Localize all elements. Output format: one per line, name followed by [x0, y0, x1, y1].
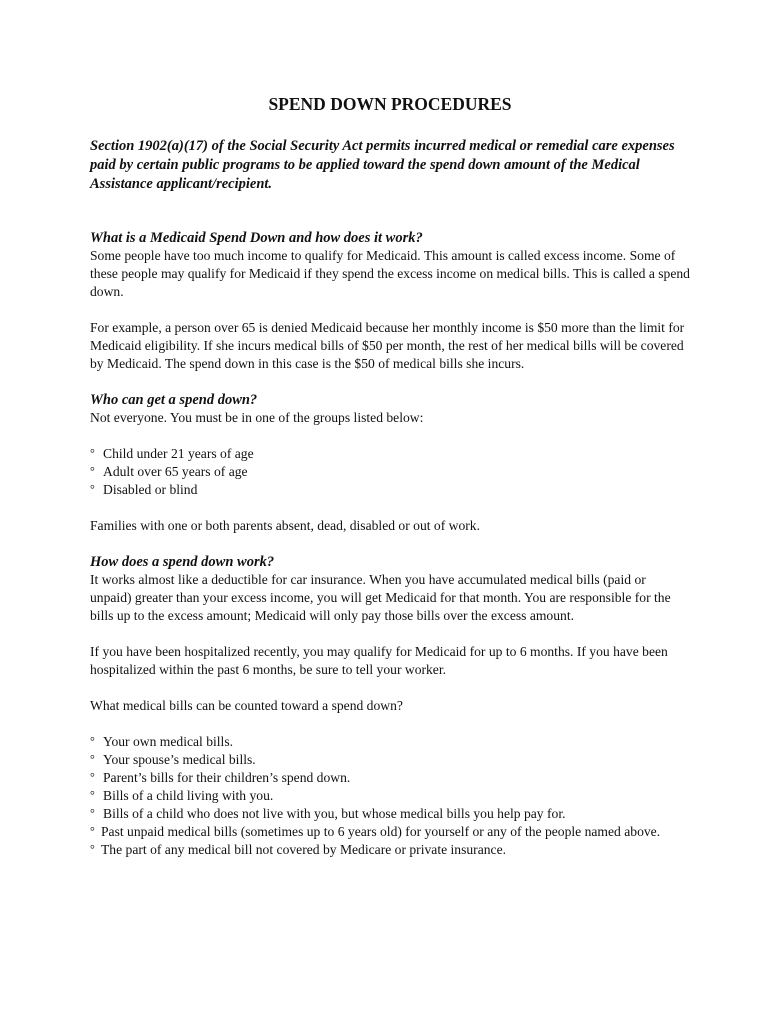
- paragraph: For example, a person over 65 is denied Medicaid because her monthly income is $50 more than the limit for Medicaid eligibility. If she incurs medical bills of $50 per month, the rest of her medical bills will be covered by Medicaid. The spend down in this case is the $50 of medical bills she incurs.: [90, 320, 685, 371]
- paragraph: Families with one or both parents absent, dead, disabled or out of work.: [90, 518, 480, 533]
- list-item: ° Parent’s bills for their children’s spend down.: [90, 770, 351, 785]
- paragraph: Not everyone. You must be in one of the groups listed below:: [90, 410, 424, 425]
- list-item: ° Disabled or blind: [90, 482, 198, 497]
- bullet-icon: °: [90, 806, 95, 820]
- list-item: ° Bills of a child who does not live with you, but whose medical bills you help pay for.: [90, 806, 566, 821]
- list-item: ° Child under 21 years of age: [90, 446, 254, 461]
- bullet-icon: °: [90, 734, 95, 748]
- section-heading-what-is-spend-down: What is a Medicaid Spend Down and how does it work?: [90, 230, 423, 246]
- section-heading-who-can-get: Who can get a spend down?: [90, 392, 258, 408]
- bullet-icon: °: [90, 788, 95, 802]
- eligibility-list: [90, 445, 690, 499]
- list-item: ° Past unpaid medical bills (sometimes up to 6 years old) for yourself or any of the people named above.: [90, 824, 661, 839]
- document-title: SPEND DOWN PROCEDURES: [268, 94, 512, 114]
- bullet-icon: °: [90, 770, 95, 784]
- countable-bills-list: [90, 733, 690, 859]
- document-page: [90, 94, 690, 859]
- paragraph: Some people have too much income to qualify for Medicaid. This amount is called excess income. Some of these people may qualify for Medicaid if they spend the excess income on medical bills. This is called a spend down.: [90, 248, 690, 299]
- bullet-icon: °: [90, 446, 95, 460]
- bullet-icon: °: [90, 482, 95, 496]
- list-item: ° Your spouse’s medical bills.: [90, 752, 256, 767]
- bullet-icon: °: [90, 842, 95, 856]
- paragraph: What medical bills can be counted toward a spend down?: [90, 698, 403, 713]
- paragraph: It works almost like a deductible for car insurance. When you have accumulated medical bills (paid or unpaid) greater than your excess income, you will get Medicaid for that month. You are responsible for the bills up to the excess amount; Medicaid will only pay those bills over the excess amount.: [90, 572, 671, 623]
- bullet-icon: °: [90, 464, 95, 478]
- bullet-icon: °: [90, 752, 95, 766]
- paragraph: If you have been hospitalized recently, you may qualify for Medicaid for up to 6 months. If you have been hospitalized within the past 6 months, be sure to tell your worker.: [90, 644, 668, 677]
- list-item: ° Your own medical bills.: [90, 734, 234, 749]
- list-item: ° Adult over 65 years of age: [90, 464, 248, 479]
- intro-paragraph: Section 1902(a)(17) of the Social Security Act permits incurred medical or remedial care expenses paid by certain public programs to be applied toward the spend down amount of the Medical Assistance applicant/recipient.: [90, 138, 675, 192]
- list-item: ° Bills of a child living with you.: [90, 788, 274, 803]
- list-item: ° The part of any medical bill not covered by Medicare or private insurance.: [90, 842, 507, 857]
- bullet-icon: °: [90, 824, 95, 838]
- section-heading-how-does-it-work: How does a spend down work?: [90, 554, 275, 570]
